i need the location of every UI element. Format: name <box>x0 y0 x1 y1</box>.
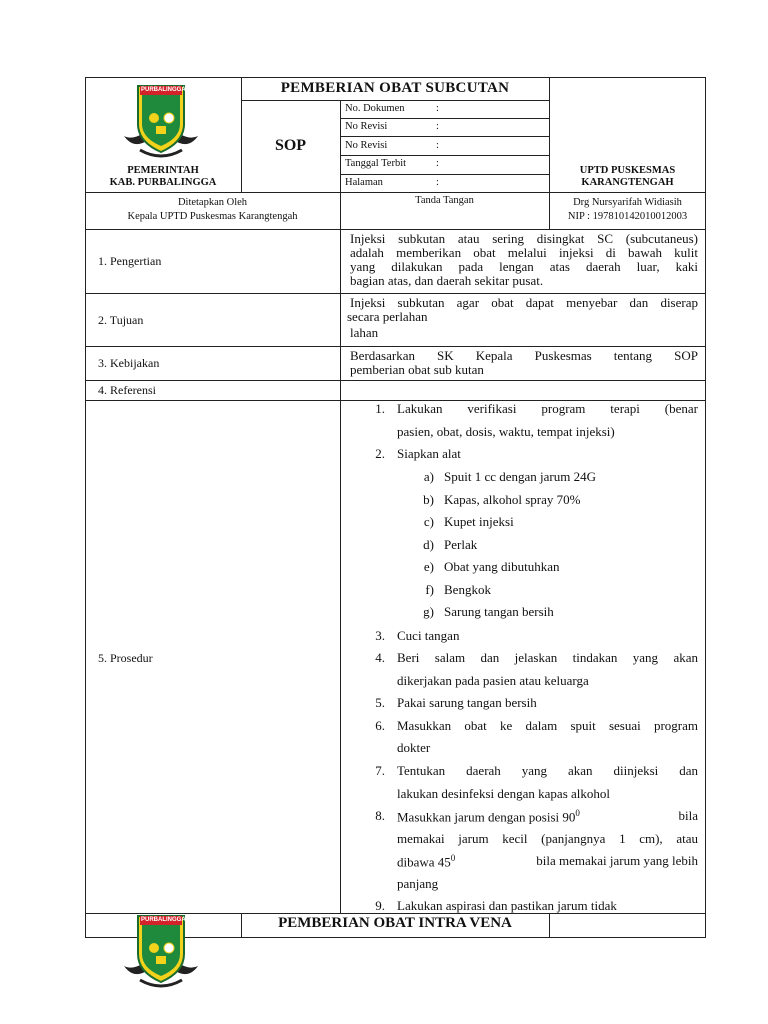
signature-label: Tanda Tangan <box>415 195 474 206</box>
kepala-label: Kepala UPTD Puskesmas Karangtengah <box>127 211 298 222</box>
kebijakan-label: 3. Kebijakan <box>98 356 160 370</box>
step-text: dokter <box>397 740 431 755</box>
step-text <box>397 808 698 825</box>
step-text: Pakai sarung tangan bersih <box>397 695 537 710</box>
meta-label: Tanggal Terbit <box>345 158 407 169</box>
step-number: 3. <box>375 628 385 643</box>
meta-label: No Revisi <box>345 140 388 151</box>
text-line: Injeksi subkutan agar obat dapat menyebar dan diserap <box>350 295 698 310</box>
step-text: lakukan desinfeksi dengan kapas alkohol <box>397 786 610 801</box>
alat-key: b) <box>423 492 434 507</box>
step-number: 9. <box>375 898 385 913</box>
step-text <box>397 853 698 870</box>
purbalingga-logo <box>120 80 202 166</box>
meta-separator: : <box>436 177 439 188</box>
step-text: pasien, obat, dosis, waktu, tempat injeksi) <box>397 424 615 439</box>
text-line: Injeksi subkutan atau sering disingkat SC (subcutaneus) <box>350 231 698 246</box>
step-number: 4. <box>375 650 385 665</box>
text-line: lahan <box>350 325 379 340</box>
alat-key: c) <box>423 514 434 529</box>
prosedur-label: 5. Prosedur <box>98 651 153 665</box>
alat-item: Bengkok <box>444 582 491 597</box>
meta-separator: : <box>436 103 439 114</box>
text-line: adalah memberikan obat melalui injeksi di bawah kulit <box>350 245 698 260</box>
government-label-line2: KAB. PURBALINGGA <box>109 177 217 188</box>
step-number: 7. <box>375 763 385 778</box>
text-line: bagian atas, dan daerah sekitar pusat. <box>350 273 544 288</box>
ditetapkan-label: Ditetapkan Oleh <box>177 197 248 208</box>
step-text: Beri salam dan jelaskan tindakan yang akan <box>397 650 698 665</box>
step-text-part: dibawa $45^0$ <box>397 853 456 870</box>
step-text: Lakukan aspirasi dan pastikan jarum tidak <box>397 898 617 913</box>
alat-item: Obat yang dibutuhkan <box>444 559 560 574</box>
step-text: panjang <box>397 876 439 891</box>
step-text: Cuci tangan <box>397 628 460 643</box>
step-number: 8. <box>375 808 385 823</box>
alat-item: Perlak <box>444 537 478 552</box>
organization-line2: KARANGTENGAH <box>581 177 674 188</box>
meta-label: No Revisi <box>345 121 388 132</box>
step-text: Tentukan daerah yang akan diinjeksi dan <box>397 763 698 778</box>
alat-item: Spuit 1 cc dengan jarum 24G <box>444 469 596 484</box>
step-text-part: Masukkan jarum dengan posisi $90^0$ <box>397 808 580 825</box>
step-text: memakai jarum kecil (panjangnya 1 cm), atau <box>397 831 698 846</box>
meta-separator: : <box>436 158 439 169</box>
purbalingga-logo-bottom <box>120 910 202 996</box>
alat-key: f) <box>425 582 434 597</box>
signer-name: Drg Nursyarifah Widiasih <box>573 197 682 208</box>
tujuan-label: 2. Tujuan <box>98 313 144 327</box>
pengertian-label: 1. Pengertian <box>98 254 162 268</box>
text-line: yang dilakukan pada lengan atas daerah luar, kaki <box>350 259 698 274</box>
step-text: Siapkan alat <box>397 446 461 461</box>
logo-banner-text: PURBALINGGA <box>141 87 186 93</box>
step-text-part: bila memakai jarum yang lebih <box>536 853 698 868</box>
alat-key: e) <box>423 559 434 574</box>
sop-label: SOP <box>274 137 307 154</box>
government-label-line1: PEMERINTAH <box>127 165 199 176</box>
logo-banner-text: PURBALINGGA <box>141 917 186 923</box>
alat-key: d) <box>423 537 434 552</box>
text-line: secara perlahan <box>347 309 428 324</box>
step-number: 2. <box>375 446 385 461</box>
signer-nip: NIP : 197810142010012003 <box>567 211 688 222</box>
step-text-part: bila <box>678 808 698 823</box>
alat-key: a) <box>423 469 434 484</box>
meta-label: Halaman <box>345 177 383 188</box>
meta-separator: : <box>436 121 439 132</box>
step-text: Masukkan obat ke dalam spuit sesuai program <box>397 718 698 733</box>
step-text: Lakukan verifikasi program terapi (benar <box>397 401 698 416</box>
next-page-title: PEMBERIAN OBAT INTRA VENA <box>278 915 512 931</box>
step-text: dikerjakan pada pasien atau keluarga <box>397 673 589 688</box>
alat-item: Kapas, alkohol spray 70% <box>444 492 581 507</box>
step-number: 1. <box>375 401 385 416</box>
text-line: Berdasarkan SK Kepala Puskesmas tentang SOP <box>350 348 698 363</box>
meta-label: No. Dokumen <box>345 103 405 114</box>
organization-line1: UPTD PUSKESMAS <box>579 165 676 176</box>
step-number: 6. <box>375 718 385 733</box>
page-title: PEMBERIAN OBAT SUBCUTAN <box>280 80 510 96</box>
referensi-label: 4. Referensi <box>98 383 156 397</box>
alat-key: g) <box>423 604 434 619</box>
alat-item: Sarung tangan bersih <box>444 604 554 619</box>
text-line: pemberian obat sub kutan <box>350 362 484 377</box>
meta-separator: : <box>436 140 439 151</box>
step-number: 5. <box>375 695 385 710</box>
alat-item: Kupet injeksi <box>444 514 514 529</box>
